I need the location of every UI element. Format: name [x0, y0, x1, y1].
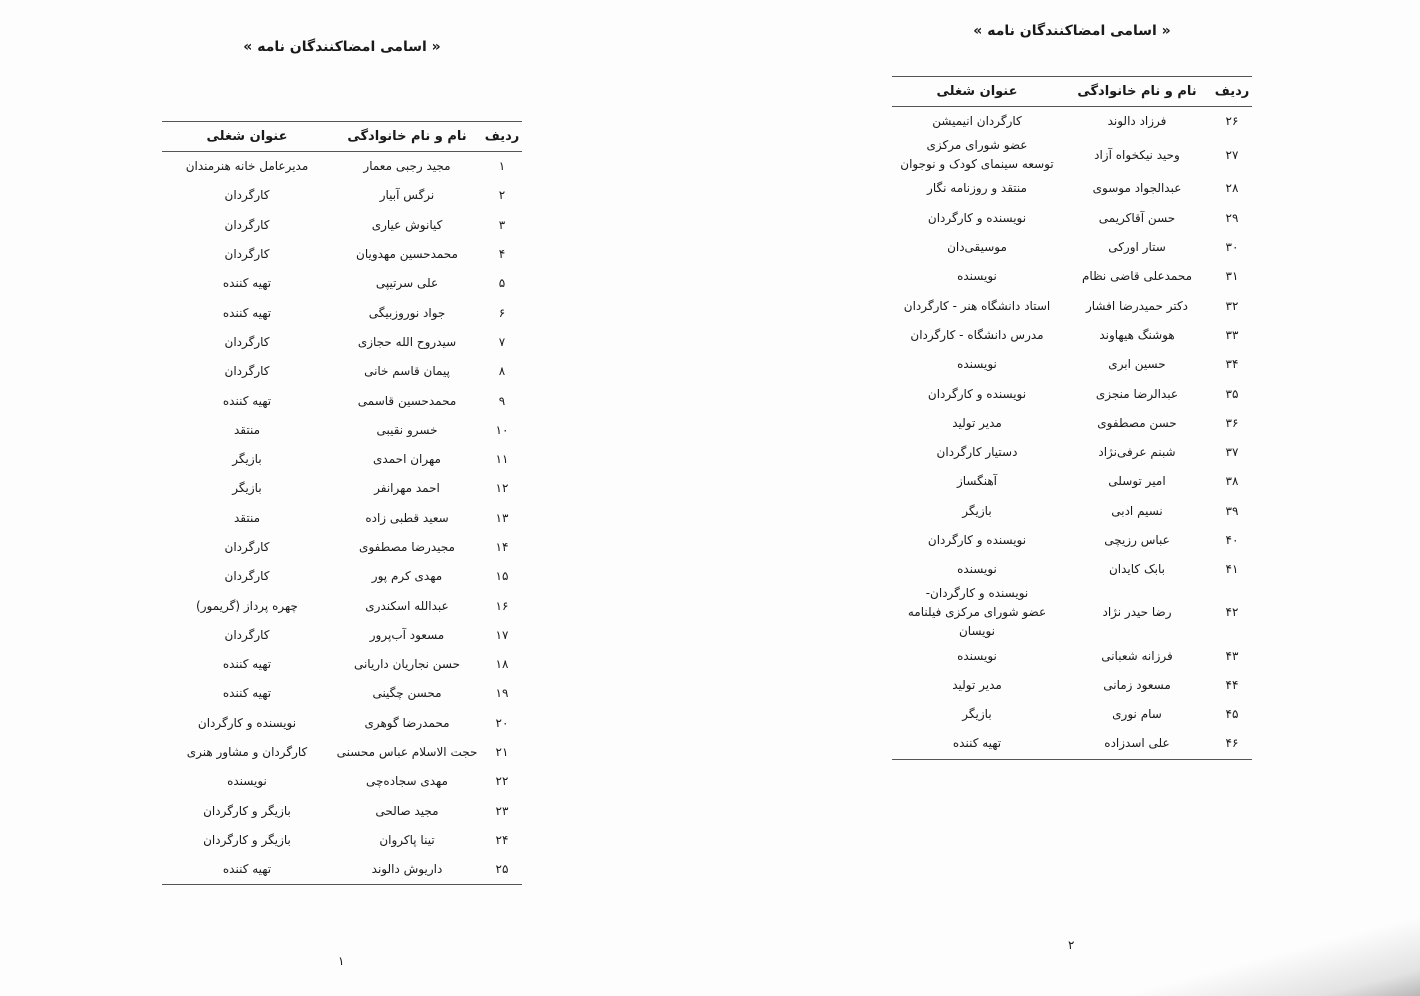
row-number: ۴۶ [1225, 736, 1239, 751]
table-row [162, 767, 522, 796]
column-header-row-number: ردیف [482, 122, 522, 152]
table-row [162, 474, 522, 503]
job-title-line: نویسنده و کارگردان- [925, 586, 1029, 601]
full-name: شبنم عرفی‌نژاد [1098, 445, 1176, 460]
table-row [162, 357, 522, 386]
table-row [892, 174, 1252, 203]
full-name: سعید قطبی زاده [365, 510, 449, 525]
table-row [892, 729, 1252, 759]
table-body [162, 152, 522, 885]
job-title [892, 379, 1062, 408]
job-title [892, 136, 1062, 174]
table-row [892, 700, 1252, 729]
row-number: ۱۲ [495, 481, 509, 496]
job-title [162, 679, 332, 708]
job-title-line: عضو شورای مرکزی فیلنامه نویسان [907, 605, 1047, 639]
job-title [162, 504, 332, 533]
job-title-line: موسیقی‌دان [947, 240, 1007, 255]
table-row [162, 738, 522, 767]
full-name: محمدرضا گوهری [364, 715, 450, 730]
job-title [162, 826, 332, 855]
row-number: ۳۱ [1225, 269, 1239, 284]
table-body [892, 107, 1252, 760]
table-row [162, 445, 522, 474]
full-name: تینا پاکروان [379, 832, 435, 847]
row-number: ۷ [498, 334, 506, 349]
job-title-line: کارگردان [224, 569, 270, 584]
full-name: محمدعلی قاضی نظام [1081, 269, 1193, 284]
row-number: ۱۷ [495, 627, 509, 642]
job-title-line: مدیر تولید [952, 677, 1002, 692]
full-name: مجید رجبی معمار [363, 159, 451, 174]
job-title-line: عضو شورای مرکزی [926, 138, 1028, 153]
table-row [892, 438, 1252, 467]
job-title-line: دستیار کارگردان [936, 445, 1018, 460]
table-row [892, 379, 1252, 408]
table-row [162, 211, 522, 240]
page-2 [700, 0, 1420, 996]
row-number: ۲۳ [495, 803, 509, 818]
full-name: حسن نجاریان داریانی [353, 657, 461, 672]
row-number: ۳ [498, 217, 506, 232]
row-number: ۳۸ [1225, 474, 1239, 489]
full-name: امیر توسلی [1108, 474, 1166, 489]
row-number: ۳۹ [1225, 503, 1239, 518]
job-title-line: چهره پرداز (گریمور) [196, 598, 298, 613]
job-title [892, 107, 1062, 137]
job-title-line: تهیه کننده [222, 862, 272, 877]
job-title-line: نویسنده [957, 269, 997, 284]
job-title-line: کارگردان انیمیشن [932, 114, 1022, 129]
full-name: نسیم ادبی [1111, 503, 1163, 518]
row-number: ۹ [498, 393, 506, 408]
job-title [162, 474, 332, 503]
full-name: نرگس آبیار [379, 188, 435, 203]
job-title-line: نویسنده [227, 774, 267, 789]
job-title-line: مدیر تولید [952, 415, 1002, 430]
job-title-line: کارگردان [224, 334, 270, 349]
job-title-line: بازیگر [962, 503, 992, 518]
job-title-line: تهیه کننده [222, 393, 272, 408]
job-title [162, 855, 332, 885]
row-number: ۳۶ [1225, 415, 1239, 430]
job-title [162, 386, 332, 415]
job-title-line: کارگردان [224, 188, 270, 203]
table-row [892, 641, 1252, 670]
job-title [892, 409, 1062, 438]
row-number: ۱۵ [495, 569, 509, 584]
job-title [892, 584, 1062, 641]
job-title-line: بازیگر [232, 481, 262, 496]
full-name: ستار اورکی [1108, 240, 1166, 255]
table-row [162, 269, 522, 298]
table-row [162, 298, 522, 327]
job-title [162, 767, 332, 796]
full-name: حسن مصطفوی [1097, 415, 1177, 430]
job-title-line: بازیگر و کارگردان [203, 832, 291, 847]
row-number: ۱۸ [495, 657, 509, 672]
job-title-line: بازیگر [962, 707, 992, 722]
full-name: عبدالرضا منجزی [1095, 386, 1179, 401]
full-name: جواد نوروزبیگی [368, 305, 446, 320]
job-title [162, 416, 332, 445]
job-title [892, 555, 1062, 584]
table-row [892, 671, 1252, 700]
page-title: « اسامی امضاکنندگان نامه » [973, 23, 1171, 39]
full-name: رضا حیدر نژاد [1102, 605, 1172, 620]
job-title-line: تهیه کننده [222, 686, 272, 701]
table-row [162, 152, 522, 182]
job-title [892, 321, 1062, 350]
job-title-line: کارگردان [224, 217, 270, 232]
row-number: ۵ [498, 276, 506, 291]
job-title-line: منتقد و روزنامه نگار [927, 181, 1027, 196]
job-title [892, 671, 1062, 700]
row-number: ۱۴ [495, 540, 509, 554]
table-header-row [892, 77, 1252, 107]
table-row [162, 679, 522, 708]
job-title-line: نویسنده و کارگردان [927, 386, 1027, 401]
job-title [162, 445, 332, 474]
job-title [162, 152, 332, 182]
job-title [162, 181, 332, 210]
row-number: ۴۰ [1225, 533, 1239, 547]
table-row [162, 416, 522, 445]
table-row [892, 321, 1252, 350]
job-title [892, 700, 1062, 729]
row-number: ۴۲ [1225, 605, 1239, 620]
full-name: مهدی سجاده‌چی [366, 774, 448, 789]
full-name: سیدروح الله حجازی [357, 334, 457, 349]
full-name: مهران احمدی [373, 452, 441, 467]
table-row [892, 555, 1252, 584]
full-name: مجیدرضا مصطفوی [359, 540, 455, 554]
job-title [162, 797, 332, 826]
job-title [162, 562, 332, 591]
full-name: احمد مهرانفر [374, 481, 440, 496]
row-number: ۲۱ [495, 745, 509, 760]
row-number: ۳۰ [1225, 240, 1239, 255]
row-number: ۱۳ [495, 510, 509, 525]
job-title-line: تهیه کننده [952, 736, 1002, 751]
job-title [892, 729, 1062, 759]
table-row [892, 107, 1252, 137]
full-name: علی سرتیپی [375, 276, 439, 291]
full-name: دکتر حمیدرضا افشار [1085, 298, 1189, 313]
job-title-line: تهیه کننده [222, 276, 272, 291]
table-row [162, 826, 522, 855]
table-row [892, 233, 1252, 262]
row-number: ۱۱ [495, 452, 509, 467]
row-number: ۴۱ [1225, 562, 1239, 577]
row-number: ۴ [498, 247, 506, 262]
job-title [892, 438, 1062, 467]
table-row [162, 386, 522, 415]
table-row [892, 584, 1252, 641]
job-title-line: کارگردان و مشاور هنری [186, 745, 308, 760]
row-number: ۱۰ [495, 422, 509, 437]
job-title [162, 650, 332, 679]
full-name: کیانوش عیاری [371, 217, 443, 232]
job-title [162, 298, 332, 327]
job-title [892, 497, 1062, 526]
job-title [162, 591, 332, 620]
row-number: ۴۳ [1225, 648, 1239, 663]
table-row [162, 709, 522, 738]
row-number: ۳۲ [1225, 298, 1239, 313]
page-title: « اسامی امضاکنندگان نامه » [243, 39, 441, 55]
row-number: ۳۳ [1225, 327, 1239, 342]
full-name: پیمان قاسم خانی [364, 364, 450, 379]
row-number: ۱۶ [495, 598, 509, 613]
column-header-job-title: عنوان شغلی [162, 122, 332, 152]
job-title-line: کارگردان [224, 627, 270, 642]
table-row [892, 526, 1252, 555]
full-name: حجت الاسلام عباس محسنی [336, 745, 478, 760]
job-title [892, 262, 1062, 291]
row-number: ۴۴ [1225, 677, 1239, 692]
job-title-line: نویسنده و کارگردان [927, 210, 1027, 225]
full-name: حسن آقاکریمی [1098, 210, 1176, 225]
row-number: ۲۰ [495, 715, 509, 730]
table-row [162, 240, 522, 269]
job-title-line: تهیه کننده [222, 305, 272, 320]
table-row [162, 855, 522, 885]
full-name: خسرو نقیبی [376, 422, 438, 437]
table-row [892, 497, 1252, 526]
table-header-row [162, 122, 522, 152]
job-title-line: توسعه سینمای کودک و نوجوان [900, 157, 1054, 172]
row-number: ۱۹ [495, 686, 509, 701]
table-row [162, 621, 522, 650]
table-row [162, 533, 522, 562]
job-title [162, 738, 332, 767]
row-number: ۳۴ [1225, 357, 1239, 372]
job-title [162, 709, 332, 738]
column-header-job-title: عنوان شغلی [892, 77, 1062, 107]
table-row [162, 504, 522, 533]
full-name: محمدحسین قاسمی [357, 393, 457, 408]
job-title-line: منتقد [233, 422, 261, 437]
full-name: داریوش دالوند [371, 862, 443, 877]
full-name: حسین ابری [1108, 357, 1166, 372]
full-name: سام نوری [1112, 707, 1162, 722]
column-header-full-name: نام و نام خانوادگی [332, 122, 482, 152]
row-number: ۸ [498, 364, 506, 379]
row-number: ۲۵ [495, 862, 509, 877]
page-number: ۲ [1068, 938, 1075, 952]
full-name: عبدالجواد موسوی [1092, 181, 1182, 196]
job-title-line: کارگردان [224, 247, 270, 262]
job-title-line: کارگردان [224, 540, 270, 554]
full-name: بابک کایدان [1108, 562, 1166, 577]
job-title [892, 467, 1062, 496]
job-title [162, 357, 332, 386]
row-number: ۳۷ [1225, 445, 1239, 460]
table-row [892, 350, 1252, 379]
row-number: ۲۹ [1225, 210, 1239, 225]
row-number: ۱ [498, 159, 506, 174]
full-name: مهدی کرم پور [371, 569, 443, 584]
table-row [892, 262, 1252, 291]
full-name: فرزاد دالوند [1107, 114, 1167, 129]
job-title-line: نویسنده و کارگردان [197, 715, 297, 730]
job-title [892, 641, 1062, 670]
job-title [892, 291, 1062, 320]
table-row [892, 204, 1252, 233]
job-title-line: استاد دانشگاه هنر - کارگردان [903, 298, 1051, 313]
full-name: عباس رزیچی [1104, 533, 1170, 547]
job-title [162, 533, 332, 562]
signatories-table [892, 76, 1252, 760]
row-number: ۲۶ [1225, 114, 1239, 129]
job-title [892, 233, 1062, 262]
job-title-line: مدیرعامل خانه هنرمندان [185, 159, 309, 174]
row-number: ۴۵ [1225, 707, 1239, 722]
table-row [162, 797, 522, 826]
job-title-line: نویسنده و کارگردان [927, 533, 1027, 547]
job-title [892, 526, 1062, 555]
table-row [162, 181, 522, 210]
full-name: عبدالله اسکندری [365, 598, 449, 613]
table-row [162, 650, 522, 679]
row-number: ۲ [498, 188, 506, 203]
column-header-full-name: نام و نام خانوادگی [1062, 77, 1212, 107]
row-number: ۲۲ [495, 774, 509, 789]
job-title-line: نویسنده [957, 357, 997, 372]
job-title [162, 269, 332, 298]
job-title-line: بازیگر و کارگردان [203, 803, 291, 818]
table-row [892, 291, 1252, 320]
job-title [162, 621, 332, 650]
page-1 [0, 0, 700, 996]
row-number: ۶ [498, 305, 506, 320]
full-name: مسعود آب‌پرور [369, 627, 445, 642]
full-name: هوشنگ هیهاوند [1099, 327, 1175, 342]
full-name: محمدحسین مهدویان [356, 247, 458, 262]
table-row [892, 467, 1252, 496]
job-title-line: آهنگساز [956, 474, 998, 489]
job-title [162, 328, 332, 357]
row-number: ۲۸ [1225, 181, 1239, 196]
full-name: مسعود زمانی [1103, 677, 1171, 692]
table-row [892, 136, 1252, 174]
job-title [892, 350, 1062, 379]
job-title [162, 211, 332, 240]
row-number: ۲۷ [1225, 147, 1239, 162]
job-title-line: نویسنده [957, 648, 997, 663]
full-name: وحید نیکخواه آزاد [1094, 147, 1180, 162]
job-title [162, 240, 332, 269]
column-header-row-number: ردیف [1212, 77, 1252, 107]
table-row [162, 591, 522, 620]
job-title [892, 174, 1062, 203]
job-title-line: مدرس دانشگاه - کارگردان [910, 327, 1044, 342]
table-row [162, 328, 522, 357]
table-row [162, 562, 522, 591]
job-title-line: بازیگر [232, 452, 262, 467]
full-name: مجید صالحی [375, 803, 439, 818]
full-name: فرزانه شعبانی [1101, 648, 1173, 663]
table-row [892, 409, 1252, 438]
job-title-line: نویسنده [957, 562, 997, 577]
full-name: علی اسدزاده [1104, 736, 1170, 751]
job-title-line: کارگردان [224, 364, 270, 379]
job-title-line: منتقد [233, 510, 261, 525]
page-number: ۱ [338, 954, 345, 968]
job-title [892, 204, 1062, 233]
job-title-line: تهیه کننده [222, 657, 272, 672]
full-name: محسن چگینی [372, 686, 442, 701]
row-number: ۳۵ [1225, 386, 1239, 401]
signatories-table [162, 121, 522, 885]
row-number: ۲۴ [495, 832, 509, 847]
